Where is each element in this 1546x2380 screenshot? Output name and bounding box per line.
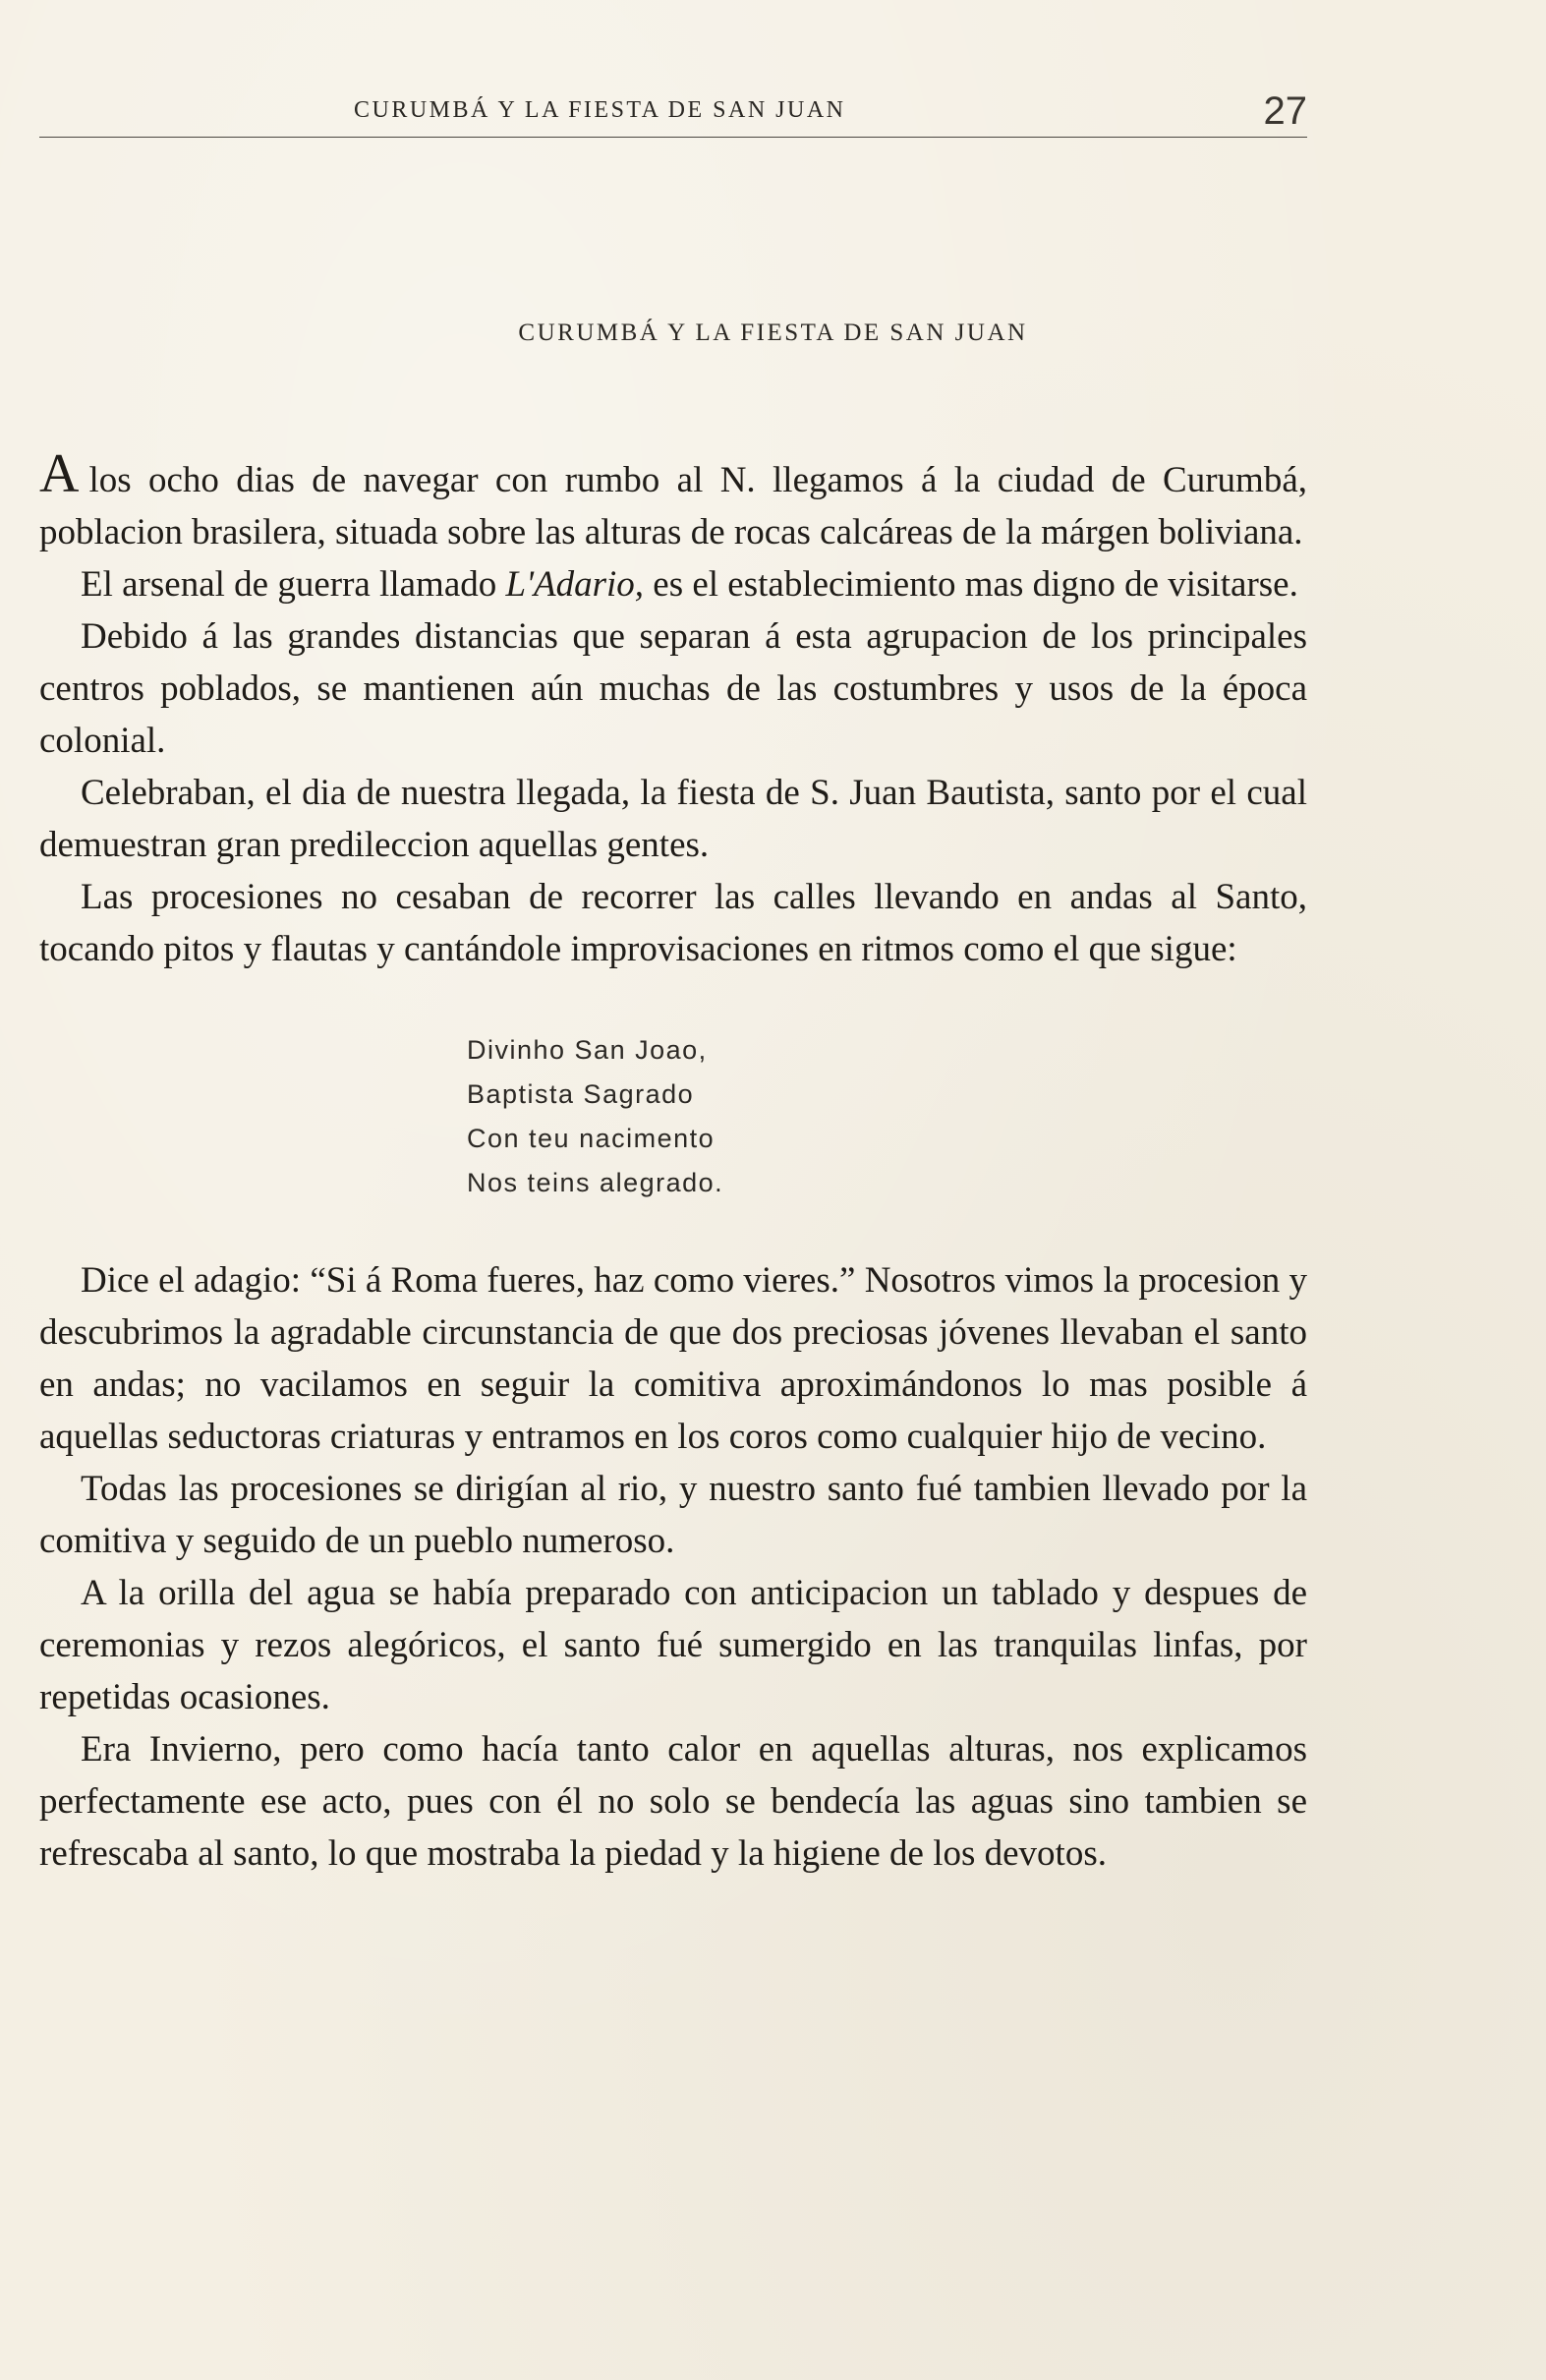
- paragraph-text: es el establecimiento mas digno de visitarse.: [644, 564, 1298, 605]
- running-header: [39, 89, 1307, 143]
- paragraph: [39, 443, 1307, 558]
- paragraph: Las procesiones no cesaban de recorrer las calles llevando en andas al Santo, tocando pitos y flautas y cantándole improvisaciones en ritmos como el que sigue:: [39, 877, 1307, 969]
- paragraph: Todas las procesiones se dirigían al rio, y nuestro santo fué tambien llevado por la comitiva y seguido de un pueblo numeroso.: [39, 1469, 1307, 1561]
- paragraph: [39, 558, 1307, 610]
- verse-line: Con teu nacimento: [467, 1124, 716, 1153]
- verse-line: Divinho San Joao,: [467, 1035, 708, 1065]
- arsenal-name: L'Adario,: [505, 564, 645, 605]
- paragraph-text: El arsenal de guerra llamado: [81, 564, 506, 605]
- running-title: CURUMBÁ Y LA FIESTA DE SAN JUAN: [354, 97, 846, 123]
- header-rule: [39, 137, 1307, 138]
- verse: [467, 1028, 1307, 1205]
- paragraph: Debido á las grandes distancias que separan á esta agrupacion de los principales centros poblados, se mantienen aún muchas de las costumbres y usos de la época colonial.: [39, 616, 1307, 761]
- paragraph: Celebraban, el dia de nuestra llegada, la fiesta de S. Juan Bautista, santo por el cual demuestran gran predileccion aquellas gentes.: [39, 773, 1307, 865]
- chapter-title: CURUMBÁ Y LA FIESTA DE SAN JUAN: [518, 319, 1028, 346]
- verse-line: Nos teins alegrado.: [467, 1168, 724, 1197]
- paragraph: Era Invierno, pero como hacía tanto calor en aquellas alturas, nos explicamos perfectamente ese acto, pues con él no solo se bendecía las aguas sino tambien se refrescaba al santo, lo que mostraba la piedad y la higiene de los devotos.: [39, 1729, 1307, 1874]
- verse-line: Baptista Sagrado: [467, 1079, 695, 1109]
- drop-initial: A: [39, 443, 80, 504]
- paragraph: A la orilla del agua se había preparado con anticipacion un tablado y despues de ceremonias y rezos alegóricos, el santo fué sumergido en las tranquilas linfas, por repetidas ocasiones.: [39, 1573, 1307, 1717]
- body-text: [39, 443, 1307, 1880]
- page-number: 27: [1263, 89, 1307, 133]
- paragraph-text: los ocho dias de navegar con rumbo al N. llegamos á la ciudad de Curumbá, poblacion brasilera, situada sobre las alturas de rocas calcáreas de la márgen boliviana.: [39, 460, 1307, 552]
- paragraph: Dice el adagio: “Si á Roma fueres, haz como vieres.” Nosotros vimos la procesion y descubrimos la agradable circunstancia de que dos preciosas jóvenes llevaban el santo en andas; no vacilamos en seguir la comitiva aproximándonos lo mas posible á aquellas seductoras criaturas y entramos en los coros como cualquier hijo de vecino.: [39, 1260, 1307, 1457]
